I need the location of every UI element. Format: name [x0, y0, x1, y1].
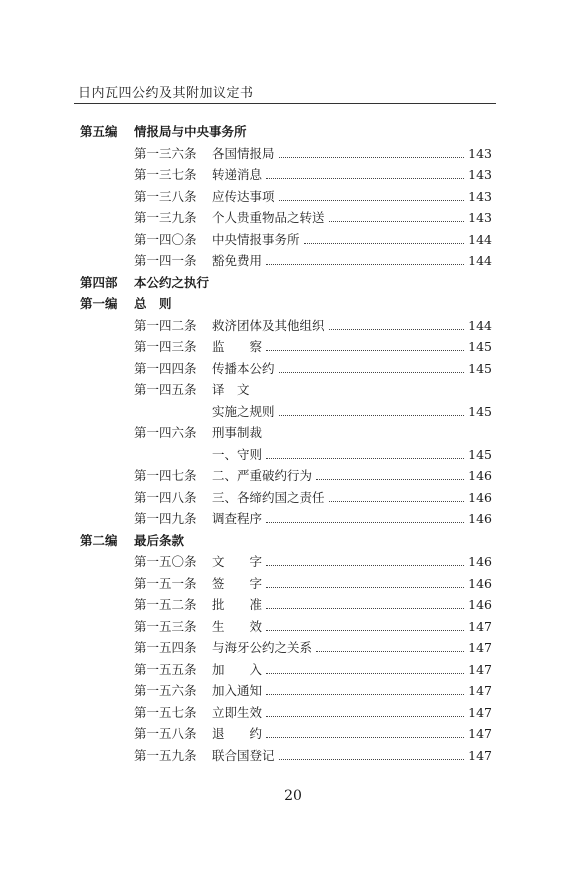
article-label: 第一五二条: [134, 597, 197, 612]
page-ref: 144: [468, 231, 492, 247]
article-title: 加入通知: [212, 683, 263, 698]
page-ref: 143: [468, 167, 492, 182]
toc-article-row: [0, 462, 586, 484]
page-ref: 145: [468, 446, 492, 462]
toc-entry-line: [212, 165, 492, 183]
article-title: 生 效: [212, 618, 263, 634]
article-title: 二、严重破约行为: [212, 468, 313, 483]
toc-entry-line: [212, 724, 492, 742]
article-label: 第一五一条: [134, 575, 197, 591]
article-title: 联合国登记: [212, 747, 275, 763]
section-title: 本公约之执行: [134, 274, 210, 290]
toc-entry-line: [212, 466, 492, 484]
page-ref: 147: [468, 683, 492, 698]
toc-entry-line: [212, 509, 492, 527]
toc-entry-line: [212, 187, 492, 205]
section-title: 总 则: [134, 296, 172, 311]
article-label: 第一五九条: [134, 747, 197, 763]
dot-leader: [329, 491, 464, 502]
header-rule: [74, 103, 496, 104]
page-ref: 146: [468, 575, 492, 591]
toc-entry-line: [212, 681, 492, 699]
article-title: 调查程序: [212, 511, 263, 526]
toc-entry-line: [212, 660, 492, 678]
page-ref: 146: [468, 554, 492, 569]
toc-entry-line: [212, 617, 492, 635]
section-title: 最后条款: [134, 532, 185, 548]
dot-leader: [266, 448, 464, 459]
section-label: 第一编: [80, 296, 118, 311]
toc-entry-line: [212, 230, 492, 248]
article-title: 转递消息: [212, 167, 263, 182]
toc-section-row: [0, 290, 586, 312]
toc-entry-line: [212, 445, 492, 463]
toc-article-row: [0, 591, 586, 613]
dot-leader: [316, 641, 464, 652]
article-title: 加 入: [212, 661, 263, 677]
toc-article-row: [0, 699, 586, 721]
article-label: 第一三六条: [134, 145, 197, 161]
toc-entry-line: [212, 552, 492, 570]
toc-article-row: [0, 376, 586, 398]
article-title: 退 约: [212, 726, 263, 741]
toc-entry-line: [212, 746, 492, 764]
toc-article-row: [0, 333, 586, 355]
toc-entry-line: [212, 380, 492, 398]
dot-leader: [279, 749, 464, 760]
page-ref: 143: [468, 210, 492, 225]
toc-article-row: [0, 742, 586, 764]
page-ref: 146: [468, 468, 492, 483]
article-label: 第一四七条: [134, 468, 197, 483]
toc-article-row: [0, 570, 586, 592]
article-label: 第一三七条: [134, 167, 197, 182]
page-ref: 147: [468, 618, 492, 634]
toc-article-row: [0, 312, 586, 334]
toc-entry-line: [212, 423, 492, 441]
toc-entry-line: [212, 337, 492, 355]
dot-leader: [304, 233, 464, 244]
toc-article-row: [0, 204, 586, 226]
page-ref: 145: [468, 360, 492, 376]
section-label: 第四部: [80, 274, 118, 290]
toc-article-row: [0, 183, 586, 205]
toc-entry-line: [212, 488, 492, 506]
section-label: 第二编: [80, 532, 118, 548]
page-number: 20: [284, 788, 302, 804]
article-title: 应传达事项: [212, 188, 275, 204]
toc-article-row: [0, 355, 586, 377]
article-title: 一、守则: [212, 446, 263, 462]
article-title: 救济团体及其他组织: [212, 317, 325, 333]
article-label: 第一五四条: [134, 640, 197, 655]
dot-leader: [279, 190, 464, 201]
page-ref: 145: [468, 339, 492, 354]
dot-leader: [266, 168, 464, 179]
toc-entry-line: [212, 402, 492, 420]
page-ref: 146: [468, 597, 492, 612]
page-ref: 147: [468, 661, 492, 677]
article-title: 豁免费用: [212, 253, 263, 268]
toc-entry-line: [212, 359, 492, 377]
article-label: 第一四五条: [134, 382, 197, 397]
article-title: 文 字: [212, 554, 263, 569]
dot-leader: [266, 340, 464, 351]
toc-article-row: [0, 247, 586, 269]
toc-entry-line: [212, 595, 492, 613]
toc-article-row: [0, 720, 586, 742]
running-header: 日内瓦四公约及其附加议定书: [78, 86, 254, 101]
page-ref: 145: [468, 403, 492, 419]
article-label: 第一四八条: [134, 489, 197, 505]
article-label: 第一五〇条: [134, 554, 197, 569]
toc-article-row: [0, 398, 586, 420]
dot-leader: [266, 727, 464, 738]
article-label: 第一四一条: [134, 253, 197, 268]
article-title: 传播本公约: [212, 360, 275, 376]
article-label: 第一四六条: [134, 425, 197, 440]
toc-section-row: [0, 269, 586, 291]
page-ref: 146: [468, 511, 492, 526]
toc-article-row: [0, 419, 586, 441]
toc-article-row: [0, 634, 586, 656]
toc-section-row: [0, 118, 586, 140]
toc-entry-line: [212, 251, 492, 269]
toc-article-row: [0, 613, 586, 635]
dot-leader: [266, 663, 464, 674]
article-label: 第一四九条: [134, 511, 197, 526]
article-label: 第一三八条: [134, 188, 197, 204]
page-ref: 144: [468, 317, 492, 333]
toc-section-row: [0, 527, 586, 549]
article-title: 译 文: [212, 382, 250, 397]
table-of-contents: [0, 118, 586, 763]
article-label: 第一四三条: [134, 339, 197, 354]
toc-article-row: [0, 226, 586, 248]
toc-article-row: [0, 548, 586, 570]
article-label: 第一五三条: [134, 618, 197, 634]
dot-leader: [266, 706, 464, 717]
page-ref: 143: [468, 145, 492, 161]
page-ref: 143: [468, 188, 492, 204]
article-title: 三、各缔约国之责任: [212, 489, 325, 505]
section-label: 第五编: [80, 124, 118, 139]
page-ref: 146: [468, 489, 492, 505]
dot-leader: [329, 319, 464, 330]
dot-leader: [266, 577, 464, 588]
page-ref: 147: [468, 747, 492, 763]
page-ref: 144: [468, 253, 492, 268]
article-title: 监 察: [212, 339, 263, 354]
article-title: 刑事制裁: [212, 425, 263, 440]
toc-article-row: [0, 441, 586, 463]
article-title: 签 字: [212, 575, 263, 591]
page-ref: 147: [468, 640, 492, 655]
toc-article-row: [0, 656, 586, 678]
dot-leader: [279, 362, 464, 373]
toc-entry-line: [212, 208, 492, 226]
toc-entry-line: [212, 638, 492, 656]
dot-leader: [266, 254, 464, 265]
section-title: 情报局与中央事务所: [134, 124, 247, 139]
dot-leader: [279, 147, 464, 158]
page-ref: 147: [468, 726, 492, 741]
article-title: 中央情报事务所: [212, 231, 300, 247]
page-ref: 147: [468, 704, 492, 720]
article-title: 与海牙公约之关系: [212, 640, 313, 655]
toc-entry-line: [212, 316, 492, 334]
article-title: 个人贵重物品之转送: [212, 210, 325, 225]
dot-leader: [279, 405, 464, 416]
article-label: 第一五七条: [134, 704, 197, 720]
toc-article-row: [0, 140, 586, 162]
toc-article-row: [0, 677, 586, 699]
article-title: 立即生效: [212, 704, 263, 720]
toc-article-row: [0, 484, 586, 506]
article-title: 批 准: [212, 597, 263, 612]
article-title: 各国情报局: [212, 145, 275, 161]
article-label: 第一四〇条: [134, 231, 197, 247]
dot-leader: [329, 211, 464, 222]
toc-entry-line: [212, 574, 492, 592]
dot-leader: [266, 555, 464, 566]
dot-leader: [266, 512, 464, 523]
toc-entry-line: [212, 703, 492, 721]
article-title: 实施之规则: [212, 403, 275, 419]
article-label: 第一五五条: [134, 661, 197, 677]
article-label: 第一四二条: [134, 317, 197, 333]
dot-leader: [266, 620, 464, 631]
article-label: 第一四四条: [134, 360, 197, 376]
article-label: 第一五六条: [134, 683, 197, 698]
toc-article-row: [0, 505, 586, 527]
toc-entry-line: [212, 144, 492, 162]
toc-article-row: [0, 161, 586, 183]
dot-leader: [266, 598, 464, 609]
dot-leader: [266, 684, 464, 695]
article-label: 第一五八条: [134, 726, 197, 741]
dot-leader: [316, 469, 464, 480]
article-label: 第一三九条: [134, 210, 197, 225]
